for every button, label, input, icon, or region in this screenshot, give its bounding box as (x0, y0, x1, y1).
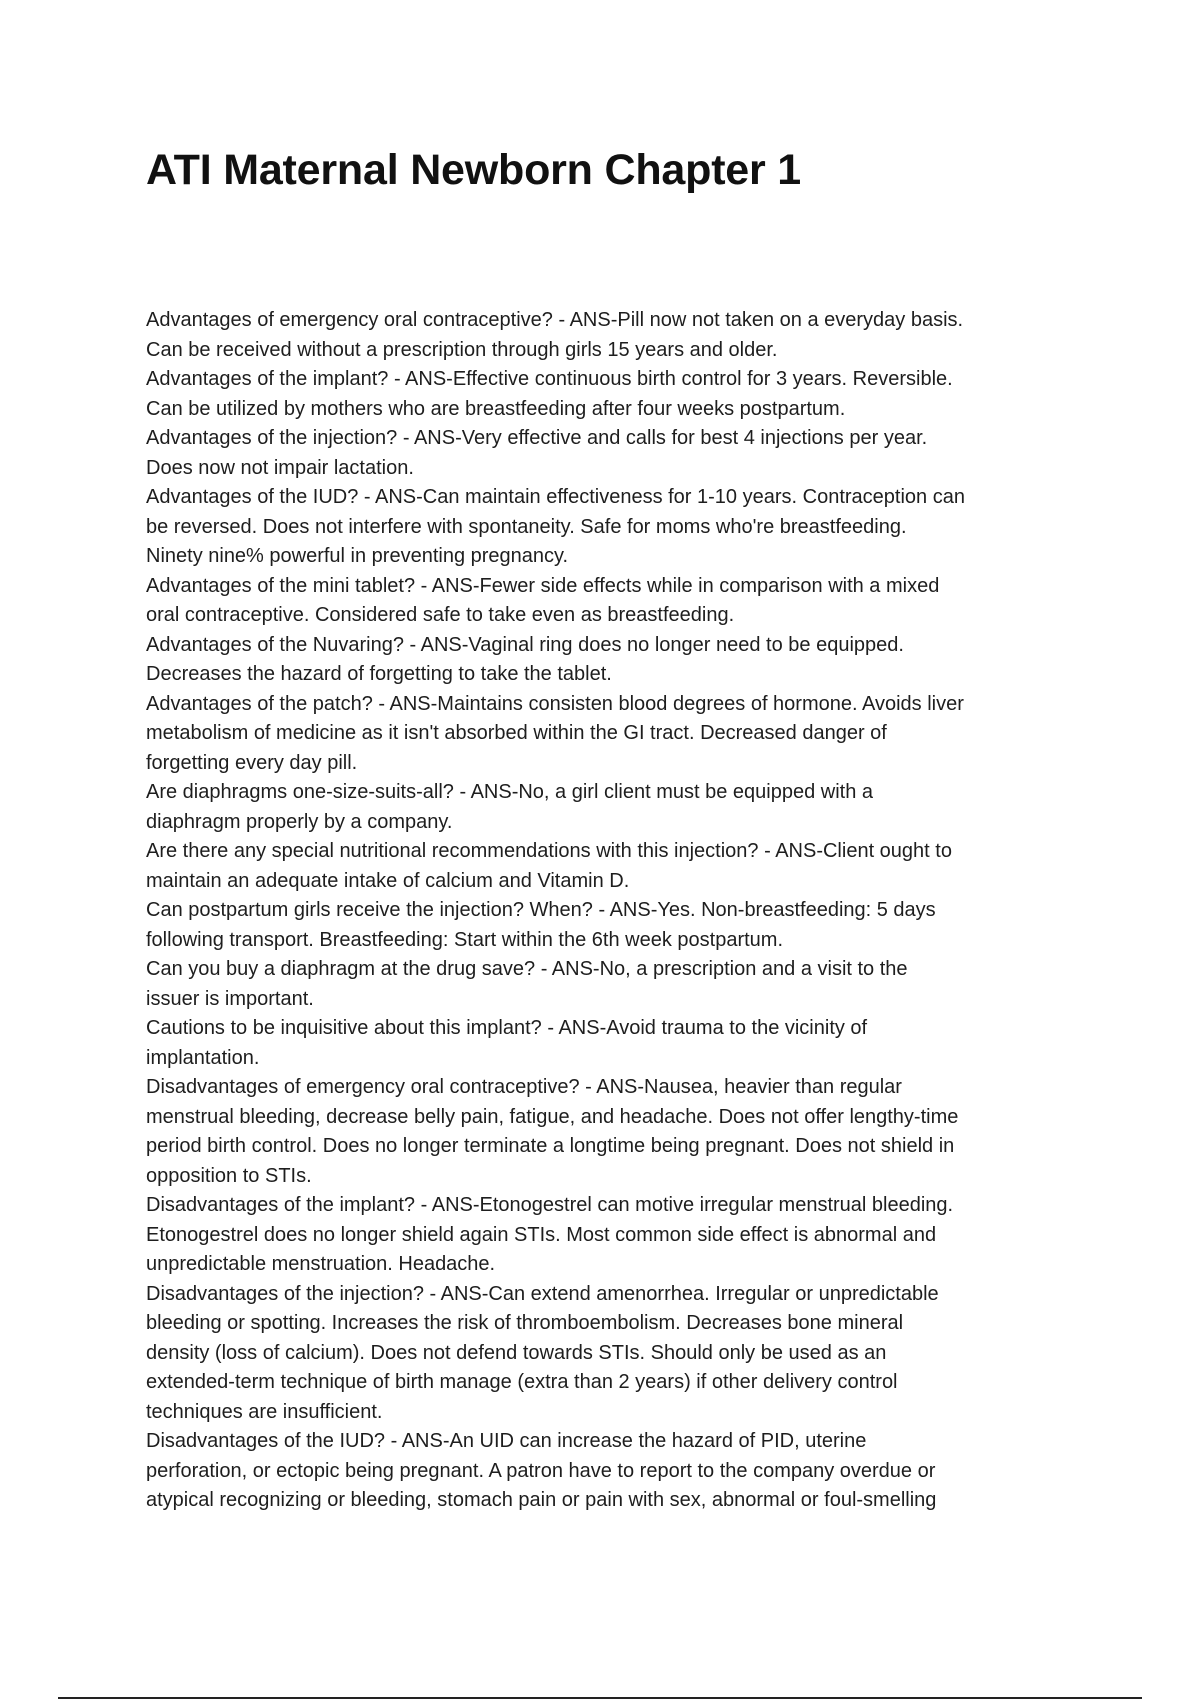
text-line: Advantages of the Nuvaring? - ANS-Vaginal ring does no longer need to be equipped. (146, 633, 904, 656)
text-line: bleeding or spotting. Increases the risk of thromboembolism. Decreases bone mineral (146, 1312, 904, 1334)
text-line: diaphragm properly by a company. (146, 810, 453, 833)
text-line: Cautions to be inquisitive about this implant? - ANS-Avoid trauma to the vicinity of (146, 1017, 868, 1039)
text-line: period birth control. Does no longer terminate a longtime being pregnant. Does not shield in (146, 1135, 955, 1157)
text-line: metabolism of medicine as it isn't absorbed within the GI tract. Decreased danger of (146, 722, 887, 744)
text-line: Advantages of the IUD? - ANS-Can maintain effectiveness for 1-10 years. Contraception can (146, 486, 965, 508)
text-line: Decreases the hazard of forgetting to take the tablet. (146, 663, 612, 685)
text-line: Can postpartum girls receive the injection? When? - ANS-Yes. Non-breastfeeding: 5 days (146, 899, 936, 921)
text-line: Can be received without a prescription through girls 15 years and older. (146, 338, 778, 361)
document-body (146, 306, 1066, 1516)
text-line: Does now not impair lactation. (146, 456, 414, 479)
text-line: forgetting every day pill. (146, 751, 358, 774)
text-line: Are there any special nutritional recommendations with this injection? - ANS-Client ought to (146, 840, 952, 862)
text-line: menstrual bleeding, decrease belly pain, fatigue, and headache. Does not offer lengthy-time (146, 1105, 959, 1128)
text-line: be reversed. Does not interfere with spontaneity. Safe for moms who're breastfeeding. (146, 515, 907, 538)
text-line: unpredictable menstruation. Headache. (146, 1253, 496, 1275)
page-footer-divider (58, 1697, 1142, 1699)
text-line: Disadvantages of the IUD? - ANS-An UID can increase the hazard of PID, uterine (146, 1430, 867, 1452)
text-line: following transport. Breastfeeding: Start within the 6th week postpartum. (146, 928, 784, 951)
text-line: Advantages of the mini tablet? - ANS-Fewer side effects while in comparison with a mixed (146, 574, 940, 597)
text-line: Disadvantages of emergency oral contraceptive? - ANS-Nausea, heavier than regular (146, 1076, 902, 1098)
text-line: Disadvantages of the implant? - ANS-Etonogestrel can motive irregular menstrual bleeding. (146, 1194, 954, 1216)
text-line: Can you buy a diaphragm at the drug save? - ANS-No, a prescription and a visit to the (146, 958, 908, 980)
text-line: Advantages of the injection? - ANS-Very effective and calls for best 4 injections per year. (146, 427, 928, 449)
document-title: ATI Maternal Newborn Chapter 1 (146, 146, 802, 194)
text-line: issuer is important. (146, 987, 314, 1010)
text-line: density (loss of calcium). Does not defend towards STIs. Should only be used as an (146, 1341, 887, 1364)
text-line: perforation, or ectopic being pregnant. A patron have to report to the company overdue or (146, 1459, 936, 1482)
text-line: extended-term technique of birth manage (extra than 2 years) if other delivery control (146, 1371, 898, 1393)
text-line: Advantages of the implant? - ANS-Effective continuous birth control for 3 years. Reversible. (146, 368, 953, 390)
text-line: Advantages of the patch? - ANS-Maintains consisten blood degrees of hormone. Avoids liver (146, 692, 964, 715)
text-line: Ninety nine% powerful in preventing pregnancy. (146, 545, 569, 567)
text-line: opposition to STIs. (146, 1164, 312, 1187)
text-line: Are diaphragms one-size-suits-all? - ANS-No, a girl client must be equipped with a (146, 781, 874, 803)
text-line: maintain an adequate intake of calcium and Vitamin D. (146, 869, 630, 892)
text-line: Etonogestrel does no longer shield again STIs. Most common side effect is abnormal and (146, 1223, 937, 1246)
text-line: atypical recognizing or bleeding, stomach pain or pain with sex, abnormal or foul-smelling (146, 1489, 937, 1511)
text-line: Disadvantages of the injection? - ANS-Can extend amenorrhea. Irregular or unpredictable (146, 1282, 939, 1305)
text-line: Advantages of emergency oral contraceptive? - ANS-Pill now not taken on a everyday basis. (146, 309, 964, 331)
text-line: oral contraceptive. Considered safe to take even as breastfeeding. (146, 604, 735, 626)
text-line: implantation. (146, 1046, 260, 1069)
text-line: techniques are insufficient. (146, 1400, 383, 1423)
text-line: Can be utilized by mothers who are breastfeeding after four weeks postpartum. (146, 397, 846, 420)
